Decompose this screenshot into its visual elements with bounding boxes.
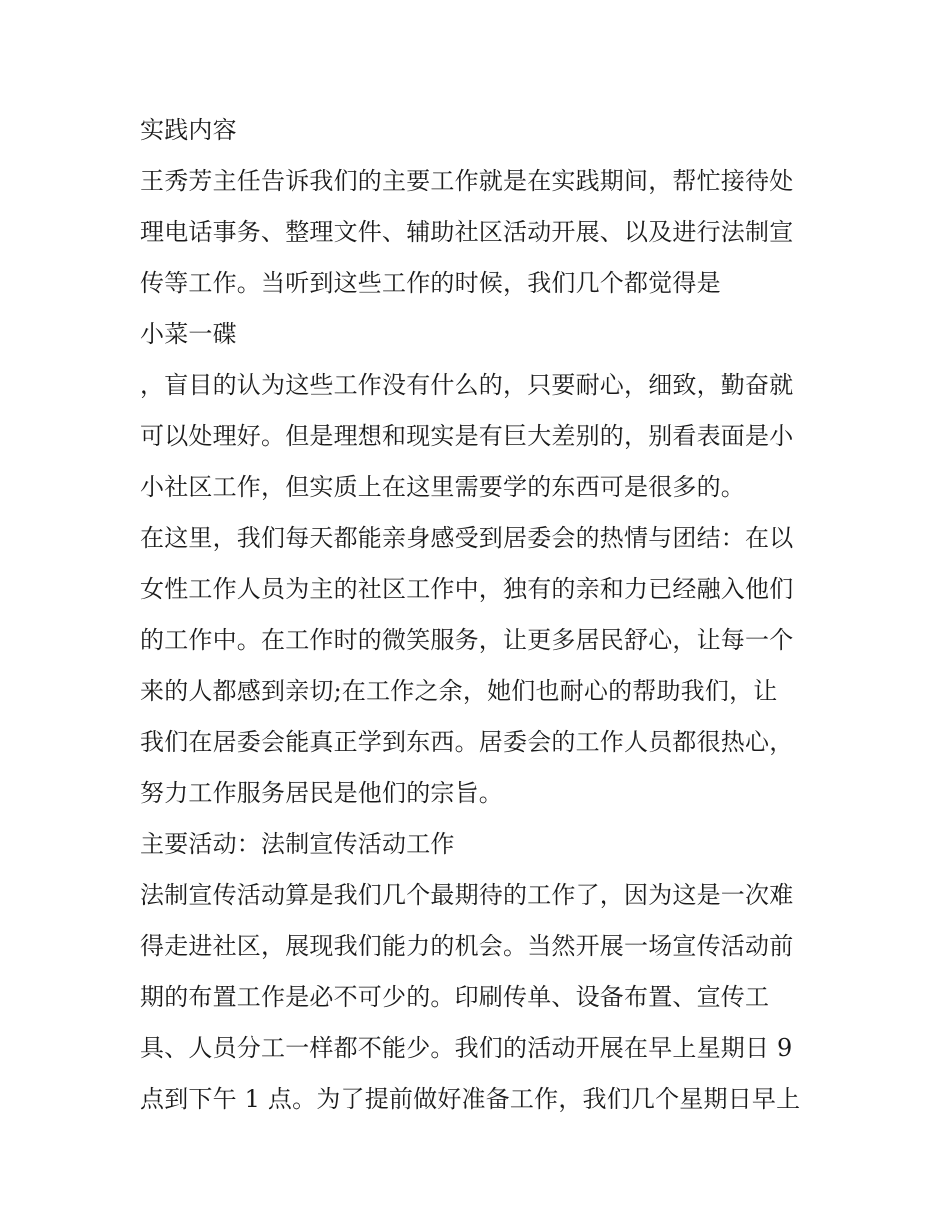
text-line: 小社区工作，但实质上在这里需要学的东西可是很多的。: [140, 473, 745, 501]
text-line: 传等工作。当听到这些工作的时候，我们几个都觉得是: [140, 269, 721, 297]
text-line: 努力工作服务居民是他们的宗旨。: [140, 779, 503, 807]
text-line: 点到下午 1 点。为了提前做好准备工作，我们几个星期日早上: [140, 1085, 801, 1113]
text-line: 得走进社区，展现我们能力的机会。当然开展一场宣传活动前: [140, 932, 794, 960]
text-line: 可以处理好。但是理想和现实是有巨大差别的，别看表面是小: [140, 422, 794, 450]
text-line: 小菜一碟: [140, 320, 237, 348]
text-line: 理电话事务、整理文件、辅助社区活动开展、以及进行法制宣: [140, 218, 794, 246]
text-line: 期的布置工作是必不可少的。印刷传单、设备布置、宣传工: [140, 983, 770, 1011]
text-line: 女性工作人员为主的社区工作中，独有的亲和力已经融入他们: [140, 575, 794, 603]
text-line: ，盲目的认为这些工作没有什么的，只要耐心，细致，勤奋就: [140, 371, 794, 399]
text-line: 来的人都感到亲切;在工作之余，她们也耐心的帮助我们，让: [140, 677, 778, 705]
section-heading: 实践内容: [140, 116, 237, 144]
text-line: 具、人员分工一样都不能少。我们的活动开展在早上星期日 9: [140, 1034, 793, 1062]
text-line: 法制宣传活动算是我们几个最期待的工作了，因为这是一次难: [140, 881, 794, 909]
text-line: 我们在居委会能真正学到东西。居委会的工作人员都很热心，: [140, 728, 794, 756]
text-line: 的工作中。在工作时的微笑服务，让更多居民舒心，让每一个: [140, 626, 794, 654]
section-heading: 主要活动：法制宣传活动工作: [140, 830, 455, 858]
text-line: 王秀芳主任告诉我们的主要工作就是在实践期间，帮忙接待处: [140, 167, 794, 195]
text-line: 在这里，我们每天都能亲身感受到居委会的热情与团结：在以: [140, 524, 794, 552]
